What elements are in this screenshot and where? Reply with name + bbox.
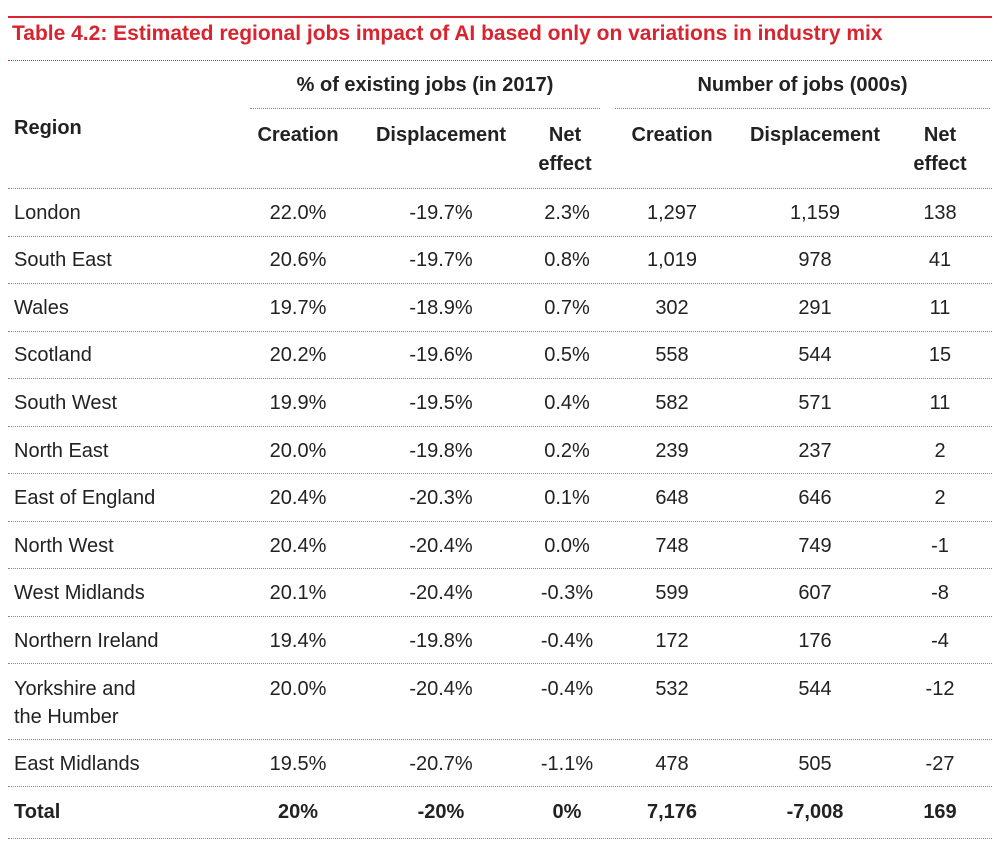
cell-pct-creation: 20.0% <box>269 678 327 700</box>
cell-pct-displacement: -20.4% <box>409 535 473 557</box>
group-header-percent-rule <box>250 108 600 109</box>
row-divider <box>8 236 992 237</box>
cell-num-displacement: 237 <box>798 440 832 462</box>
total-num-displacement: -7,008 <box>786 801 844 823</box>
row-divider <box>8 473 992 474</box>
total-label: Total <box>14 801 61 823</box>
cell-num-net: 15 <box>928 344 952 366</box>
cell-num-net: -4 <box>931 630 949 652</box>
cell-pct-displacement: -18.9% <box>409 297 473 319</box>
cell-num-creation: 302 <box>655 297 689 319</box>
cell-num-net: 2 <box>934 487 946 509</box>
row-region-label-line2: the Humber <box>14 706 119 728</box>
cell-num-creation: 1,019 <box>646 249 698 271</box>
row-divider <box>8 739 992 740</box>
total-pct-creation: 20% <box>277 801 319 823</box>
cell-pct-creation: 20.1% <box>269 582 327 604</box>
cell-pct-displacement: -19.8% <box>409 440 473 462</box>
cell-pct-creation: 19.9% <box>269 392 327 414</box>
cell-num-creation: 582 <box>655 392 689 414</box>
cell-num-creation: 478 <box>655 753 689 775</box>
table-title: Table 4.2: Estimated regional jobs impact of AI based only on variations in industry mix <box>12 22 883 45</box>
column-header-num-displacement: Displacement <box>749 124 881 146</box>
row-divider <box>8 331 992 332</box>
row-divider <box>8 786 992 787</box>
cell-pct-creation: 19.7% <box>269 297 327 319</box>
cell-pct-net: -0.4% <box>540 678 594 700</box>
row-divider <box>8 568 992 569</box>
total-pct-net: 0% <box>552 801 582 823</box>
row-region-label: East of England <box>14 487 156 509</box>
cell-num-creation: 599 <box>655 582 689 604</box>
cell-pct-net: 0.1% <box>544 487 590 509</box>
cell-pct-net: -0.4% <box>540 630 594 652</box>
cell-pct-displacement: -19.7% <box>409 249 473 271</box>
row-region-label: West Midlands <box>14 582 145 604</box>
cell-pct-creation: 20.0% <box>269 440 327 462</box>
row-region-label: South West <box>14 392 118 414</box>
cell-pct-displacement: -19.6% <box>409 344 473 366</box>
column-header-pct-net-line1: Net <box>548 124 582 146</box>
cell-pct-creation: 20.4% <box>269 487 327 509</box>
cell-num-net: 11 <box>929 392 951 414</box>
row-region-label: Yorkshire and <box>14 678 136 700</box>
cell-pct-displacement: -20.7% <box>409 753 473 775</box>
cell-pct-creation: 20.6% <box>269 249 327 271</box>
cell-num-displacement: 544 <box>798 678 832 700</box>
row-region-label: East Midlands <box>14 753 140 775</box>
column-header-pct-net-line2: effect <box>538 153 592 175</box>
cell-pct-creation: 20.4% <box>269 535 327 557</box>
total-num-creation: 7,176 <box>646 801 698 823</box>
cell-num-displacement: 607 <box>798 582 832 604</box>
cell-num-displacement: 978 <box>798 249 832 271</box>
cell-pct-displacement: -19.7% <box>409 202 473 224</box>
row-divider <box>8 378 992 379</box>
cell-num-displacement: 505 <box>798 753 832 775</box>
cell-num-creation: 558 <box>655 344 689 366</box>
group-header-percent: % of existing jobs (in 2017) <box>296 74 554 96</box>
cell-pct-displacement: -20.3% <box>409 487 473 509</box>
row-divider <box>8 283 992 284</box>
cell-pct-creation: 19.5% <box>269 753 327 775</box>
row-region-label: Wales <box>14 297 69 319</box>
cell-num-net: 2 <box>934 440 946 462</box>
cell-pct-displacement: -20.4% <box>409 678 473 700</box>
cell-num-creation: 532 <box>655 678 689 700</box>
cell-num-displacement: 749 <box>798 535 832 557</box>
header-divider <box>8 188 992 189</box>
cell-num-displacement: 176 <box>798 630 832 652</box>
cell-pct-net: 0.4% <box>544 392 590 414</box>
row-region-label: North West <box>14 535 114 557</box>
row-divider <box>8 663 992 664</box>
row-divider <box>8 521 992 522</box>
cell-num-displacement: 291 <box>798 297 832 319</box>
cell-num-net: -12 <box>925 678 955 700</box>
total-num-net: 169 <box>923 801 957 823</box>
cell-pct-net: 0.7% <box>544 297 590 319</box>
column-header-region: Region <box>14 117 82 139</box>
row-region-label: South East <box>14 249 112 271</box>
cell-num-creation: 648 <box>655 487 689 509</box>
column-header-num-creation: Creation <box>631 124 713 146</box>
cell-num-net: -8 <box>931 582 949 604</box>
cell-pct-displacement: -19.5% <box>409 392 473 414</box>
cell-num-displacement: 1,159 <box>789 202 841 224</box>
cell-pct-net: 2.3% <box>544 202 590 224</box>
cell-pct-net: 0.8% <box>544 249 590 271</box>
title-divider <box>8 60 992 61</box>
cell-pct-net: -0.3% <box>540 582 594 604</box>
row-region-label: Northern Ireland <box>14 630 159 652</box>
cell-num-creation: 239 <box>655 440 689 462</box>
cell-num-net: 41 <box>928 249 952 271</box>
cell-pct-displacement: -20.4% <box>409 582 473 604</box>
cell-pct-creation: 19.4% <box>269 630 327 652</box>
group-header-number-rule <box>615 108 990 109</box>
cell-num-net: -27 <box>925 753 955 775</box>
cell-num-displacement: 544 <box>798 344 832 366</box>
cell-pct-net: 0.0% <box>544 535 590 557</box>
cell-pct-net: 0.5% <box>544 344 590 366</box>
top-rule <box>8 16 992 18</box>
cell-num-creation: 748 <box>655 535 689 557</box>
cell-num-creation: 172 <box>655 630 689 652</box>
cell-pct-creation: 22.0% <box>269 202 327 224</box>
cell-num-net: 11 <box>929 297 951 319</box>
cell-num-displacement: 646 <box>798 487 832 509</box>
cell-pct-displacement: -19.8% <box>409 630 473 652</box>
cell-pct-net: 0.2% <box>544 440 590 462</box>
cell-num-net: 138 <box>923 202 957 224</box>
row-divider <box>8 616 992 617</box>
group-header-number: Number of jobs (000s) <box>697 74 908 96</box>
cell-num-displacement: 571 <box>798 392 832 414</box>
row-region-label: North East <box>14 440 109 462</box>
column-header-pct-creation: Creation <box>257 124 339 146</box>
cell-num-net: -1 <box>931 535 949 557</box>
row-region-label: London <box>14 202 81 224</box>
row-region-label: Scotland <box>14 344 92 366</box>
cell-num-creation: 1,297 <box>646 202 698 224</box>
cell-pct-creation: 20.2% <box>269 344 327 366</box>
cell-pct-net: -1.1% <box>540 753 594 775</box>
column-header-num-net-line2: effect <box>913 153 967 175</box>
total-pct-displacement: -20% <box>417 801 465 823</box>
column-header-pct-displacement: Displacement <box>375 124 507 146</box>
column-header-num-net-line1: Net <box>923 124 957 146</box>
bottom-rule <box>8 838 992 839</box>
row-divider <box>8 426 992 427</box>
